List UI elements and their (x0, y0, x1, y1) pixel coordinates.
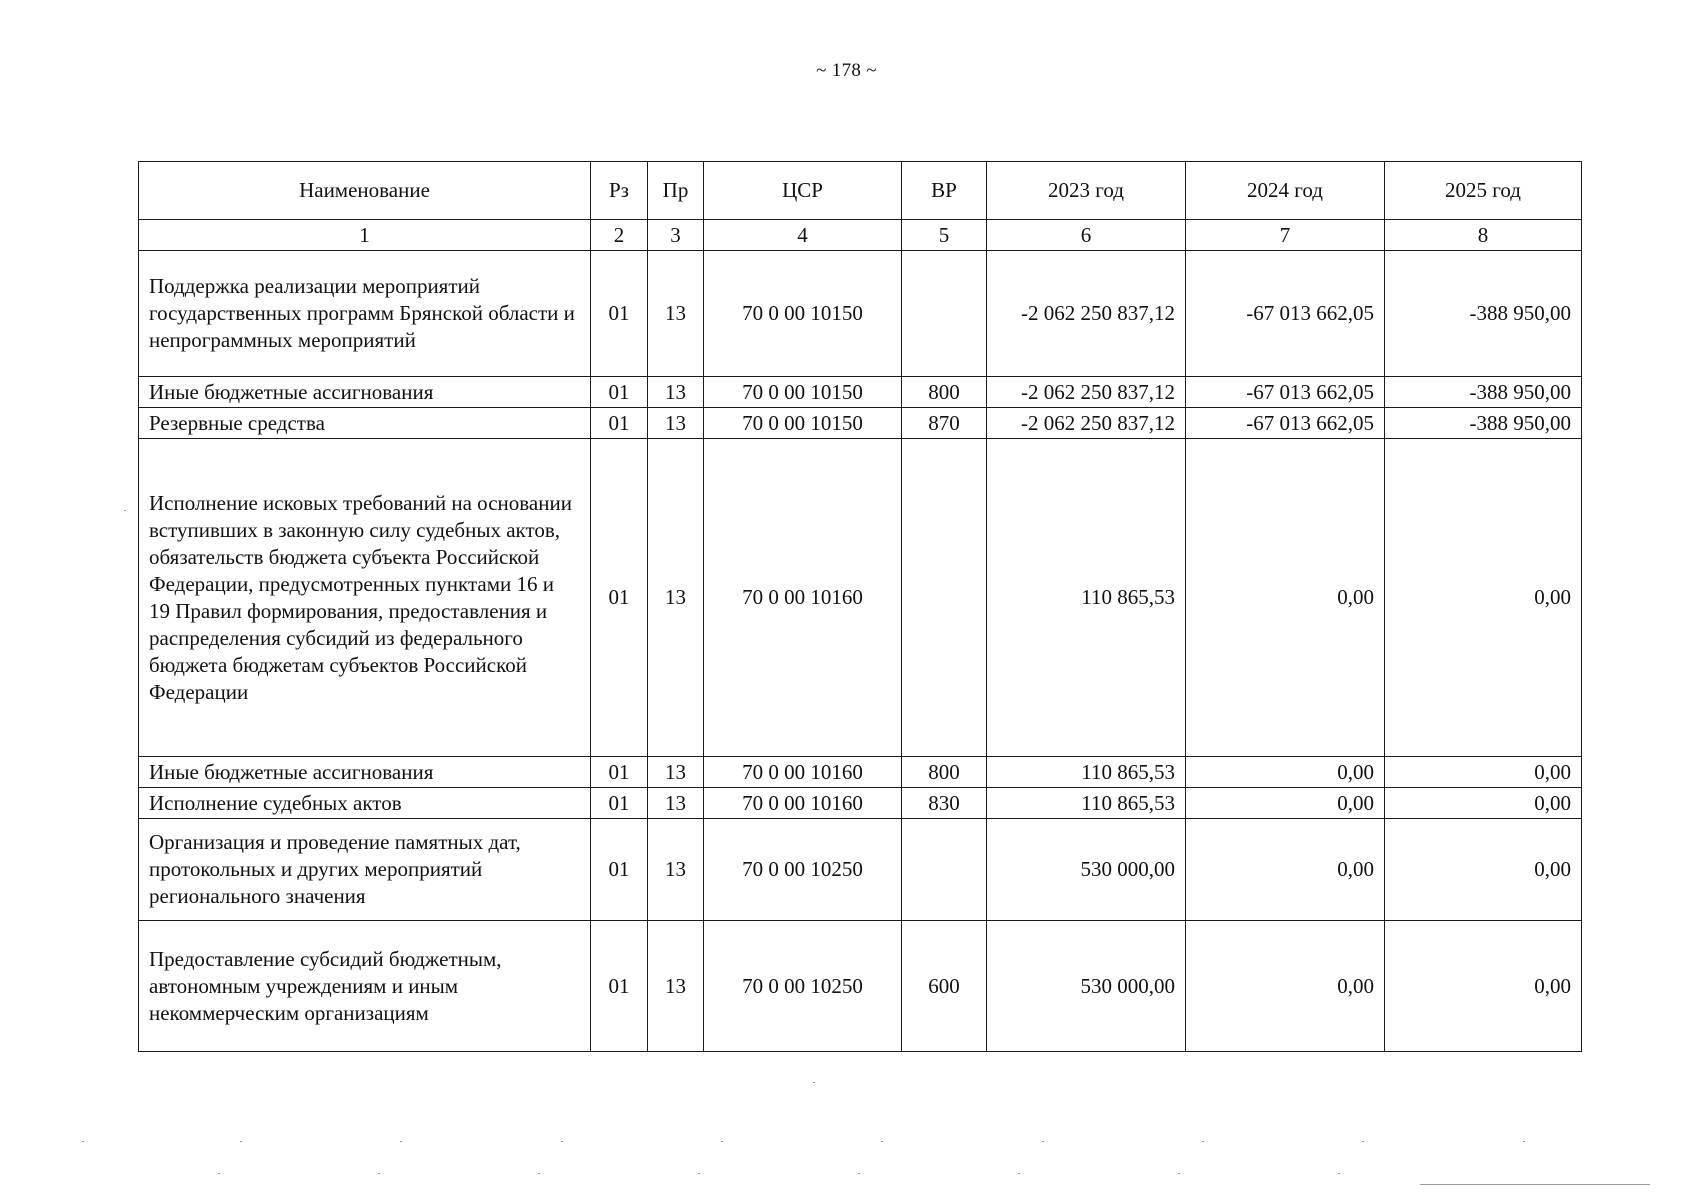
amount-2023-cell: -2 062 250 837,12 (987, 408, 1186, 439)
column-number-cell: 1 (139, 220, 591, 251)
csr-cell: 70 0 00 10250 (704, 819, 902, 921)
header-cell: Пр (648, 162, 704, 220)
scan-speck (561, 1141, 563, 1142)
csr-cell: 70 0 00 10160 (704, 788, 902, 819)
pr-cell: 13 (648, 377, 704, 408)
vr-cell (902, 819, 987, 921)
table-row (139, 819, 1582, 921)
rz-cell: 01 (591, 408, 648, 439)
row-name-cell: Организация и проведение памятных дат, протокольных и других мероприятий регионального значения (139, 819, 591, 921)
scan-speck (1042, 1141, 1044, 1142)
csr-cell: 70 0 00 10150 (704, 377, 902, 408)
rz-cell: 01 (591, 788, 648, 819)
amount-2024-cell: -67 013 662,05 (1186, 251, 1385, 377)
scan-speck (240, 1141, 242, 1142)
table-row (139, 788, 1582, 819)
rz-cell: 01 (591, 251, 648, 377)
rz-cell: 01 (591, 819, 648, 921)
rz-cell: 01 (591, 439, 648, 757)
row-name-cell: Исполнение исковых требований на основании вступивших в законную силу судебных актов, обязательств бюджета субъекта Российской Федерации, предусмотренных пунктами 16 и 19 Правил формирования, предоставления и распределения субсидий из федерального бюджета бюджетам субъектов Российской Федерации (139, 439, 591, 757)
header-cell: Рз (591, 162, 648, 220)
row-name-cell: Иные бюджетные ассигнования (139, 757, 591, 788)
pr-cell: 13 (648, 757, 704, 788)
row-name-cell: Поддержка реализации мероприятий государственных программ Брянской области и непрограммных мероприятий (139, 251, 591, 377)
pr-cell: 13 (648, 819, 704, 921)
amount-2024-cell: 0,00 (1186, 439, 1385, 757)
table-row (139, 439, 1582, 757)
scan-speck (1178, 1173, 1180, 1174)
page-number: ~ 178 ~ (816, 60, 877, 81)
column-number-cell: 4 (704, 220, 902, 251)
vr-cell: 830 (902, 788, 987, 819)
csr-cell: 70 0 00 10150 (704, 251, 902, 377)
pr-cell: 13 (648, 408, 704, 439)
amount-2023-cell: 110 865,53 (987, 757, 1186, 788)
amount-2025-cell: 0,00 (1385, 757, 1582, 788)
amount-2025-cell: 0,00 (1385, 439, 1582, 757)
table-row (139, 408, 1582, 439)
pr-cell: 13 (648, 439, 704, 757)
amount-2025-cell: 0,00 (1385, 819, 1582, 921)
row-name-cell: Иные бюджетные ассигнования (139, 377, 591, 408)
header-cell: Наименование (139, 162, 591, 220)
scan-speck (124, 510, 126, 511)
header-cell: 2024 год (1186, 162, 1385, 220)
column-number-cell: 6 (987, 220, 1186, 251)
table-row (139, 377, 1582, 408)
pr-cell: 13 (648, 921, 704, 1052)
header-cell: ВР (902, 162, 987, 220)
csr-cell: 70 0 00 10160 (704, 439, 902, 757)
column-number-cell: 7 (1186, 220, 1385, 251)
column-number-cell: 3 (648, 220, 704, 251)
scan-speck (1362, 1141, 1364, 1142)
csr-cell: 70 0 00 10160 (704, 757, 902, 788)
amount-2023-cell: 110 865,53 (987, 439, 1186, 757)
header-cell: ЦСР (704, 162, 902, 220)
scan-speck (1018, 1173, 1020, 1174)
header-cell: 2023 год (987, 162, 1186, 220)
table-header-row (139, 162, 1582, 220)
pr-cell: 13 (648, 251, 704, 377)
amount-2025-cell: 0,00 (1385, 788, 1582, 819)
scan-speck (378, 1173, 380, 1174)
vr-cell: 800 (902, 757, 987, 788)
scan-speck (858, 1173, 860, 1174)
vr-cell: 600 (902, 921, 987, 1052)
row-name-cell: Резервные средства (139, 408, 591, 439)
amount-2023-cell: -2 062 250 837,12 (987, 251, 1186, 377)
scan-speck (881, 1141, 883, 1142)
vr-cell: 800 (902, 377, 987, 408)
column-number-cell: 5 (902, 220, 987, 251)
pr-cell: 13 (648, 788, 704, 819)
amount-2024-cell: 0,00 (1186, 757, 1385, 788)
amount-2024-cell: 0,00 (1186, 788, 1385, 819)
budget-table (138, 161, 1582, 1052)
scan-speck (698, 1173, 700, 1174)
amount-2024-cell: 0,00 (1186, 921, 1385, 1052)
scan-speck (1202, 1141, 1204, 1142)
vr-cell (902, 251, 987, 377)
table-row (139, 251, 1582, 377)
scan-speck (721, 1141, 723, 1142)
column-number-cell: 2 (591, 220, 648, 251)
column-number-row (139, 220, 1582, 251)
amount-2023-cell: 530 000,00 (987, 819, 1186, 921)
amount-2024-cell: -67 013 662,05 (1186, 377, 1385, 408)
scan-speck (1338, 1173, 1340, 1174)
amount-2023-cell: -2 062 250 837,12 (987, 377, 1186, 408)
scan-speck (813, 1082, 815, 1083)
csr-cell: 70 0 00 10150 (704, 408, 902, 439)
scan-edge-line (1420, 1184, 1650, 1185)
amount-2023-cell: 110 865,53 (987, 788, 1186, 819)
row-name-cell: Предоставление субсидий бюджетным, автономным учреждениям и иным некоммерческим организациям (139, 921, 591, 1052)
column-number-cell: 8 (1385, 220, 1582, 251)
amount-2025-cell: -388 950,00 (1385, 408, 1582, 439)
rz-cell: 01 (591, 757, 648, 788)
vr-cell (902, 439, 987, 757)
amount-2025-cell: -388 950,00 (1385, 251, 1582, 377)
amount-2024-cell: 0,00 (1186, 819, 1385, 921)
amount-2024-cell: -67 013 662,05 (1186, 408, 1385, 439)
scan-speck (218, 1173, 220, 1174)
scan-speck (400, 1141, 402, 1142)
table-row (139, 921, 1582, 1052)
scan-speck (82, 1141, 84, 1142)
amount-2025-cell: -388 950,00 (1385, 377, 1582, 408)
table-row (139, 757, 1582, 788)
vr-cell: 870 (902, 408, 987, 439)
amount-2025-cell: 0,00 (1385, 921, 1582, 1052)
rz-cell: 01 (591, 921, 648, 1052)
rz-cell: 01 (591, 377, 648, 408)
header-cell: 2025 год (1385, 162, 1582, 220)
scan-speck (538, 1173, 540, 1174)
amount-2023-cell: 530 000,00 (987, 921, 1186, 1052)
scan-speck (1523, 1141, 1525, 1142)
csr-cell: 70 0 00 10250 (704, 921, 902, 1052)
row-name-cell: Исполнение судебных актов (139, 788, 591, 819)
